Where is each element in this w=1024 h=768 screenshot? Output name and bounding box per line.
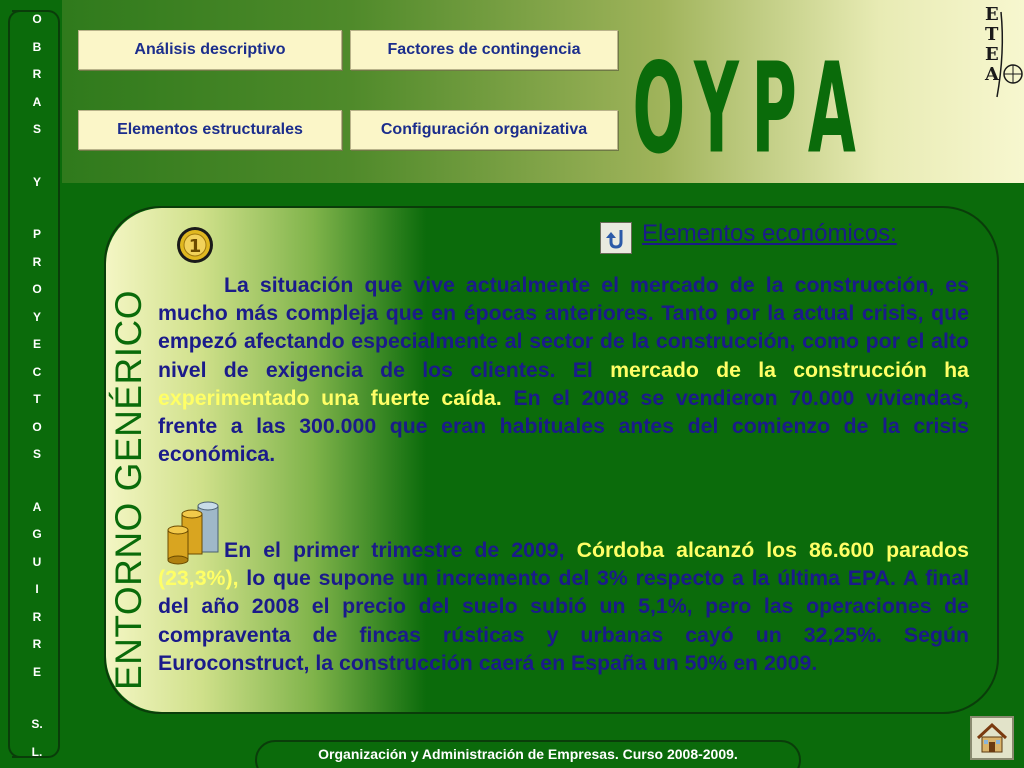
nav-factores-contingencia-button[interactable]: Factores de contingencia bbox=[350, 30, 618, 70]
vertical-letter: B bbox=[32, 39, 42, 54]
vertical-letter: S. bbox=[31, 717, 43, 731]
footer bbox=[255, 740, 801, 768]
paragraph-highlight: mercado de la construcción ha experimentado una fuerte caída. bbox=[158, 357, 969, 410]
paragraph-cordoba bbox=[158, 536, 969, 677]
paragraph-text: En el 2008 se vendieron 70.000 viviendas, frente a las 300.000 que eran habituales antes del comienzo de la crisis económica. bbox=[158, 385, 969, 467]
paragraph-highlight: Córdoba alcanzó los 86.600 parados (23,3%), bbox=[158, 538, 969, 591]
vertical-letter: O bbox=[32, 12, 42, 26]
paragraph-text: lo que supone un incremento del 3% respecto a la última EPA. A final del año 2008 el precio del suelo subió un 5,1%, pero las operaciones de compraventa de fincas rústicas y urbanas cayó un 32,25%. Según Euroconstruct, la construcción caerá en España un 50% en 2009. bbox=[158, 566, 969, 675]
side-title: ENTORNO GENÉRICO bbox=[108, 290, 149, 690]
svg-text:E: E bbox=[985, 4, 999, 25]
back-button[interactable] bbox=[600, 222, 632, 254]
vertical-letter: Y bbox=[32, 309, 41, 324]
paragraph-market bbox=[158, 271, 969, 468]
vertical-letter: L. bbox=[31, 744, 43, 759]
home-icon bbox=[975, 722, 1009, 754]
vertical-letter: A bbox=[32, 499, 42, 514]
vertical-letter: O bbox=[32, 419, 42, 434]
vertical-letter: G bbox=[32, 527, 42, 541]
vertical-letter: C bbox=[32, 364, 42, 379]
company-name-vertical bbox=[22, 6, 52, 766]
vertical-letter: Y bbox=[32, 174, 41, 189]
nav-analisis-descriptivo-button[interactable]: Análisis descriptivo bbox=[78, 30, 342, 70]
brand-oypa bbox=[630, 20, 861, 195]
brand-letter: O bbox=[632, 34, 686, 181]
vertical-letter: E bbox=[32, 664, 41, 679]
nav-configuracion-organizativa-button[interactable]: Configuración organizativa bbox=[350, 110, 618, 150]
vertical-letter: O bbox=[32, 282, 42, 296]
svg-text:1: 1 bbox=[188, 236, 202, 257]
vertical-letter: R bbox=[32, 609, 42, 624]
vertical-letter: P bbox=[32, 227, 41, 241]
vertical-letter: U bbox=[32, 554, 42, 569]
brand-letter: A bbox=[807, 34, 856, 181]
paragraph-text: En el primer trimestre de 2009, bbox=[224, 538, 577, 562]
vertical-letter: A bbox=[32, 94, 42, 109]
vertical-letter: E bbox=[32, 337, 41, 351]
svg-text:E: E bbox=[985, 44, 999, 65]
vertical-letter: S bbox=[32, 447, 41, 461]
back-arrow-icon bbox=[604, 226, 628, 250]
etea-logo bbox=[975, 2, 1023, 102]
svg-text:A: A bbox=[985, 64, 999, 85]
vertical-letter: S bbox=[32, 122, 41, 136]
svg-text:T: T bbox=[985, 24, 999, 45]
vertical-letter: T bbox=[33, 392, 41, 406]
vertical-letter: I bbox=[35, 582, 39, 596]
section-title: Elementos económicos: bbox=[642, 220, 897, 247]
header-band bbox=[62, 0, 1024, 183]
brand-letter: P bbox=[751, 34, 797, 181]
footer-text: Organización y Administración de Empresas. Curso 2008-2009. bbox=[318, 746, 738, 762]
medal-one-icon bbox=[176, 226, 214, 264]
nav-elementos-estructurales-button[interactable]: Elementos estructurales bbox=[78, 110, 342, 150]
paragraph-text: La situación que vive actualmente el mercado de la construcción, es mucho más compleja que en épocas anteriores. Tanto por la actual crisis, que empezó afectando especialmente al sector de la construcción, como por el alto nivel de exigencia de los clientes. El bbox=[158, 273, 969, 382]
vertical-letter: R bbox=[32, 637, 42, 651]
brand-letter: Y bbox=[694, 34, 739, 181]
vertical-letter: R bbox=[32, 254, 42, 269]
home-button[interactable] bbox=[970, 716, 1014, 760]
vertical-letter: R bbox=[32, 67, 42, 81]
